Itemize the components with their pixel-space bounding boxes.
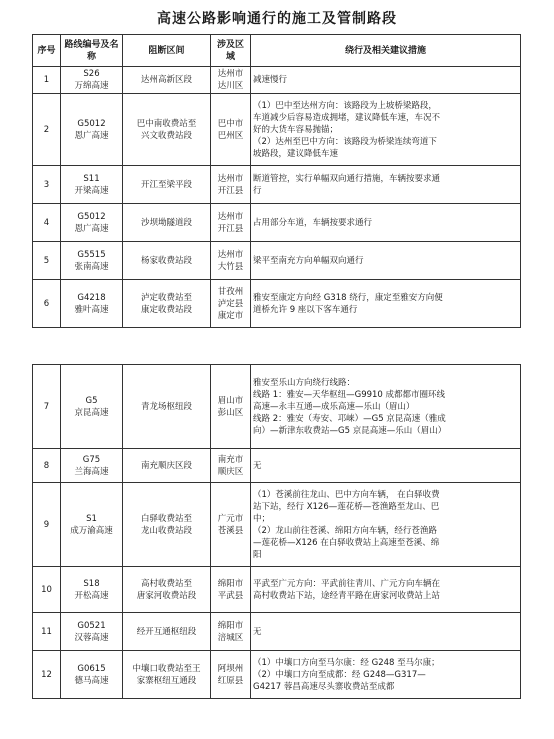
- table-row: [33, 242, 521, 280]
- route-cell-line: S11: [83, 173, 100, 184]
- area-cell-line: 开江县: [217, 223, 244, 234]
- row-number: 7: [33, 365, 61, 449]
- route-cell-line: 成万渝高速: [70, 525, 113, 536]
- area-cell: [211, 204, 251, 242]
- advice-cell-line: 阳: [253, 549, 262, 560]
- advice-cell-line: 车道减少后容易造成拥堵，建议降低车速，车况不: [253, 112, 441, 123]
- section-cell: [123, 94, 211, 166]
- area-cell-line: 巴中市: [217, 118, 244, 129]
- advice-cell-line: 平武至广元方向：平武前往青川、广元方向车辆在: [253, 578, 441, 589]
- table-row: [33, 449, 521, 483]
- row-number: 12: [33, 651, 61, 699]
- area-cell-line: 平武县: [217, 590, 244, 601]
- area-cell-line: 绵阳市: [217, 620, 244, 631]
- section-cell-line: 高村收费站至: [140, 578, 192, 589]
- route-cell-line: 京昆高速: [74, 407, 109, 418]
- row-number: 1: [33, 67, 61, 94]
- advice-cell-line: （2）龙山前往苍溪、绵阳方向车辆，经行苍渔路: [253, 525, 437, 536]
- table-row: [33, 365, 521, 449]
- advice-cell-line: 道桥允许 9 座以下客车通行: [253, 304, 358, 315]
- route-cell: [61, 204, 123, 242]
- advice-cell-line: （1）中壤口方向至马尔康：经 G248 至马尔康；: [253, 657, 440, 668]
- area-cell-line: 眉山市: [217, 395, 244, 406]
- area-cell-line: 康定市: [217, 310, 244, 321]
- area-cell-line: 红原县: [217, 675, 244, 686]
- table-row: [33, 613, 521, 651]
- section-cell-line: 南充顺庆区段: [140, 460, 192, 471]
- row-number: 9: [33, 483, 61, 567]
- advice-cell-line: （1）巴中至达州方向：该路段为上坡桥梁路段，: [253, 100, 437, 111]
- area-cell: [211, 365, 251, 449]
- advice-cell-line: 占用部分车道，车辆按要求通行: [253, 217, 373, 228]
- section-cell-line: 白驿收费站至: [140, 513, 192, 524]
- section-cell-line: 泸定收费站至: [140, 292, 192, 303]
- row-number: 10: [33, 567, 61, 613]
- route-cell: [61, 449, 123, 483]
- area-cell: [211, 483, 251, 567]
- route-cell: [61, 242, 123, 280]
- advice-cell-line: 好的大货车容易抛锚；: [253, 124, 339, 135]
- section-cell-line: 中壤口收费站至王: [132, 663, 201, 674]
- advice-cell-line: 减速慢行: [253, 75, 288, 85]
- header-section: 阻断区间: [123, 35, 211, 67]
- table-row: [33, 280, 521, 328]
- area-cell: [211, 449, 251, 483]
- area-cell-line: 涪城区: [217, 632, 244, 643]
- advice-cell: [251, 567, 521, 613]
- route-cell-line: S1: [86, 513, 97, 524]
- route-cell-line: G5: [85, 395, 98, 406]
- section-cell-line: 经开互通枢纽段: [136, 626, 197, 637]
- header-area: 涉及区域: [211, 35, 251, 67]
- table-row: [33, 567, 521, 613]
- area-cell: [211, 94, 251, 166]
- row-number: 4: [33, 204, 61, 242]
- section-cell: [123, 242, 211, 280]
- route-cell: [61, 567, 123, 613]
- section-cell-line: 巴中南收费站至: [136, 118, 197, 129]
- route-cell-line: 万绵高速: [74, 81, 109, 91]
- row-number: 6: [33, 280, 61, 328]
- advice-cell: [251, 280, 521, 328]
- advice-cell: [251, 365, 521, 449]
- route-cell-line: S26: [83, 69, 100, 79]
- route-cell-line: G0615: [77, 663, 106, 674]
- advice-cell-line: 梁平至南充方向单幅双向通行: [253, 255, 364, 266]
- area-cell-line: 南充市: [217, 454, 244, 465]
- area-cell-line: 达州市: [217, 173, 244, 184]
- area-cell-line: 达州市: [217, 249, 244, 260]
- advice-cell: [251, 204, 521, 242]
- section-cell-line: 家寨枢纽互通段: [136, 675, 197, 686]
- advice-cell-line: 无: [253, 626, 262, 637]
- route-cell-line: 恩广高速: [74, 223, 109, 234]
- advice-cell-line: 坡路段，建议降低车速: [253, 148, 339, 159]
- advice-cell: [251, 94, 521, 166]
- section-cell-line: 龙山收费站段: [140, 525, 192, 536]
- row-number: 2: [33, 94, 61, 166]
- table-row: [33, 67, 521, 94]
- area-cell: [211, 651, 251, 699]
- area-cell-line: 开江县: [217, 185, 244, 196]
- advice-cell-line: （1）苍溪前往龙山、巴中方向车辆， 在白驿收费: [253, 489, 440, 500]
- row-number: 5: [33, 242, 61, 280]
- advice-cell-line: 高村收费站下站，途经青平路在唐家河收费站上站: [253, 590, 441, 601]
- route-cell: [61, 166, 123, 204]
- route-cell: [61, 613, 123, 651]
- area-cell-line: 巴州区: [217, 130, 244, 141]
- row-number: 11: [33, 613, 61, 651]
- route-cell-line: 张南高速: [74, 261, 109, 272]
- advice-cell: [251, 449, 521, 483]
- area-cell-line: 达州市: [217, 69, 244, 79]
- header-route: 路线编号及名称: [61, 35, 123, 67]
- area-cell-line: 达川区: [217, 81, 244, 91]
- table-row: [33, 651, 521, 699]
- advice-cell-line: 高速—永丰互通—成乐高速—乐山（眉山）: [253, 401, 415, 412]
- area-cell-line: 苍溪县: [217, 525, 244, 536]
- advice-cell-line: G4217 蓉昌高速尽头寨收费站至成都: [253, 681, 395, 692]
- table-header-row: [33, 35, 521, 67]
- section-cell-line: 开江至梁平段: [140, 179, 192, 190]
- route-cell: [61, 651, 123, 699]
- route-cell-line: 恩广高速: [74, 130, 109, 141]
- section-cell-line: 沙坝坳隧道段: [140, 217, 192, 228]
- row-number: 8: [33, 449, 61, 483]
- route-cell: [61, 365, 123, 449]
- advice-cell-line: （2）达州至巴中方向：该路段为桥梁连续弯道下: [253, 136, 437, 147]
- advice-cell-line: 雅安至康定方向经 G318 绕行，康定至雅安方向便: [253, 292, 443, 303]
- advice-cell: [251, 651, 521, 699]
- section-cell: [123, 166, 211, 204]
- advice-cell: [251, 613, 521, 651]
- route-cell-line: G5012: [77, 211, 106, 222]
- advice-cell-line: 行: [253, 185, 262, 196]
- route-cell: [61, 67, 123, 94]
- area-cell-line: 绵阳市: [217, 578, 244, 589]
- advice-cell: [251, 483, 521, 567]
- section-cell-line: 杨家收费站段: [140, 255, 192, 266]
- section-cell-line: 兴文收费站段: [140, 130, 192, 141]
- page-title: 高速公路影响通行的施工及管制路段: [157, 11, 397, 27]
- row-number: 3: [33, 166, 61, 204]
- section-cell: [123, 365, 211, 449]
- table-row: [33, 166, 521, 204]
- advice-cell-line: 线路 2：雅安（寿安、邛崃）—G5 京昆高速（雅成: [253, 413, 446, 424]
- section-cell: [123, 483, 211, 567]
- advice-cell-line: 断道管控，实行单幅双向通行措施，车辆按要求通: [253, 173, 441, 184]
- area-cell: [211, 567, 251, 613]
- section-cell-line: 青龙场枢纽段: [140, 401, 192, 412]
- area-cell-line: 彭山区: [217, 407, 244, 418]
- area-cell-line: 泸定县: [217, 298, 244, 309]
- route-cell-line: S18: [83, 578, 100, 589]
- route-cell: [61, 483, 123, 567]
- route-cell-line: G5515: [77, 249, 106, 260]
- route-cell-line: 德马高速: [74, 675, 109, 686]
- advice-cell-line: （2）中壤口方向至成都：经 G248—G317—: [253, 669, 426, 680]
- route-cell-line: G0521: [77, 620, 106, 631]
- closure-table-part-2: [32, 364, 521, 699]
- advice-cell: [251, 166, 521, 204]
- advice-cell-line: 站下站，经行 X126—莲花桥—苍渔路至龙山、巴: [253, 501, 440, 512]
- area-cell-line: 大竹县: [217, 261, 244, 272]
- closure-table-part-1: [32, 34, 521, 328]
- route-cell-line: G4218: [77, 292, 106, 303]
- route-cell-line: 雅叶高速: [74, 304, 109, 315]
- section-cell-line: 唐家河收费站段: [136, 590, 197, 601]
- route-cell-line: 汉蓉高速: [74, 632, 109, 643]
- advice-cell-line: 雅安至乐山方向绕行线路：: [253, 377, 356, 388]
- advice-cell: [251, 67, 521, 94]
- area-cell-line: 甘孜州: [217, 286, 244, 297]
- table-row: [33, 204, 521, 242]
- route-cell: [61, 280, 123, 328]
- area-cell: [211, 280, 251, 328]
- advice-cell: [251, 242, 521, 280]
- table-row: [33, 94, 521, 166]
- advice-cell-line: 向）—新津东收费站—G5 京昆高速—乐山（眉山）: [253, 425, 447, 436]
- section-cell: [123, 613, 211, 651]
- area-cell: [211, 67, 251, 94]
- area-cell-line: 达州市: [217, 211, 244, 222]
- header-no: 序号: [33, 35, 61, 67]
- advice-cell-line: —莲花桥—X126 在白驿收费站上高速至苍溪、绵: [253, 537, 440, 548]
- route-cell-line: G75: [82, 454, 101, 465]
- section-cell: [123, 651, 211, 699]
- route-cell-line: 兰海高速: [74, 466, 109, 477]
- route-cell-line: 开梁高速: [74, 185, 109, 196]
- area-cell-line: 顺庆区: [217, 466, 244, 477]
- table-row: [33, 483, 521, 567]
- advice-cell-line: 中；: [253, 513, 271, 524]
- area-cell-line: 阿坝州: [217, 663, 244, 674]
- section-cell-line: 康定收费站段: [140, 304, 192, 315]
- section-cell: [123, 204, 211, 242]
- advice-cell-line: 无: [253, 460, 262, 471]
- area-cell: [211, 613, 251, 651]
- route-cell-line: G5012: [77, 118, 106, 129]
- advice-cell-line: 线路 1：雅安—天华枢纽—G9910 成都都市圈环线: [253, 389, 446, 400]
- section-cell: [123, 280, 211, 328]
- area-cell: [211, 166, 251, 204]
- section-cell-line: 达州高新区段: [140, 75, 192, 85]
- section-cell: [123, 67, 211, 94]
- route-cell: [61, 94, 123, 166]
- route-cell-line: 开松高速: [74, 590, 109, 601]
- area-cell: [211, 242, 251, 280]
- header-advice: 绕行及相关建议措施: [251, 35, 521, 67]
- area-cell-line: 广元市: [217, 513, 244, 524]
- section-cell: [123, 449, 211, 483]
- section-cell: [123, 567, 211, 613]
